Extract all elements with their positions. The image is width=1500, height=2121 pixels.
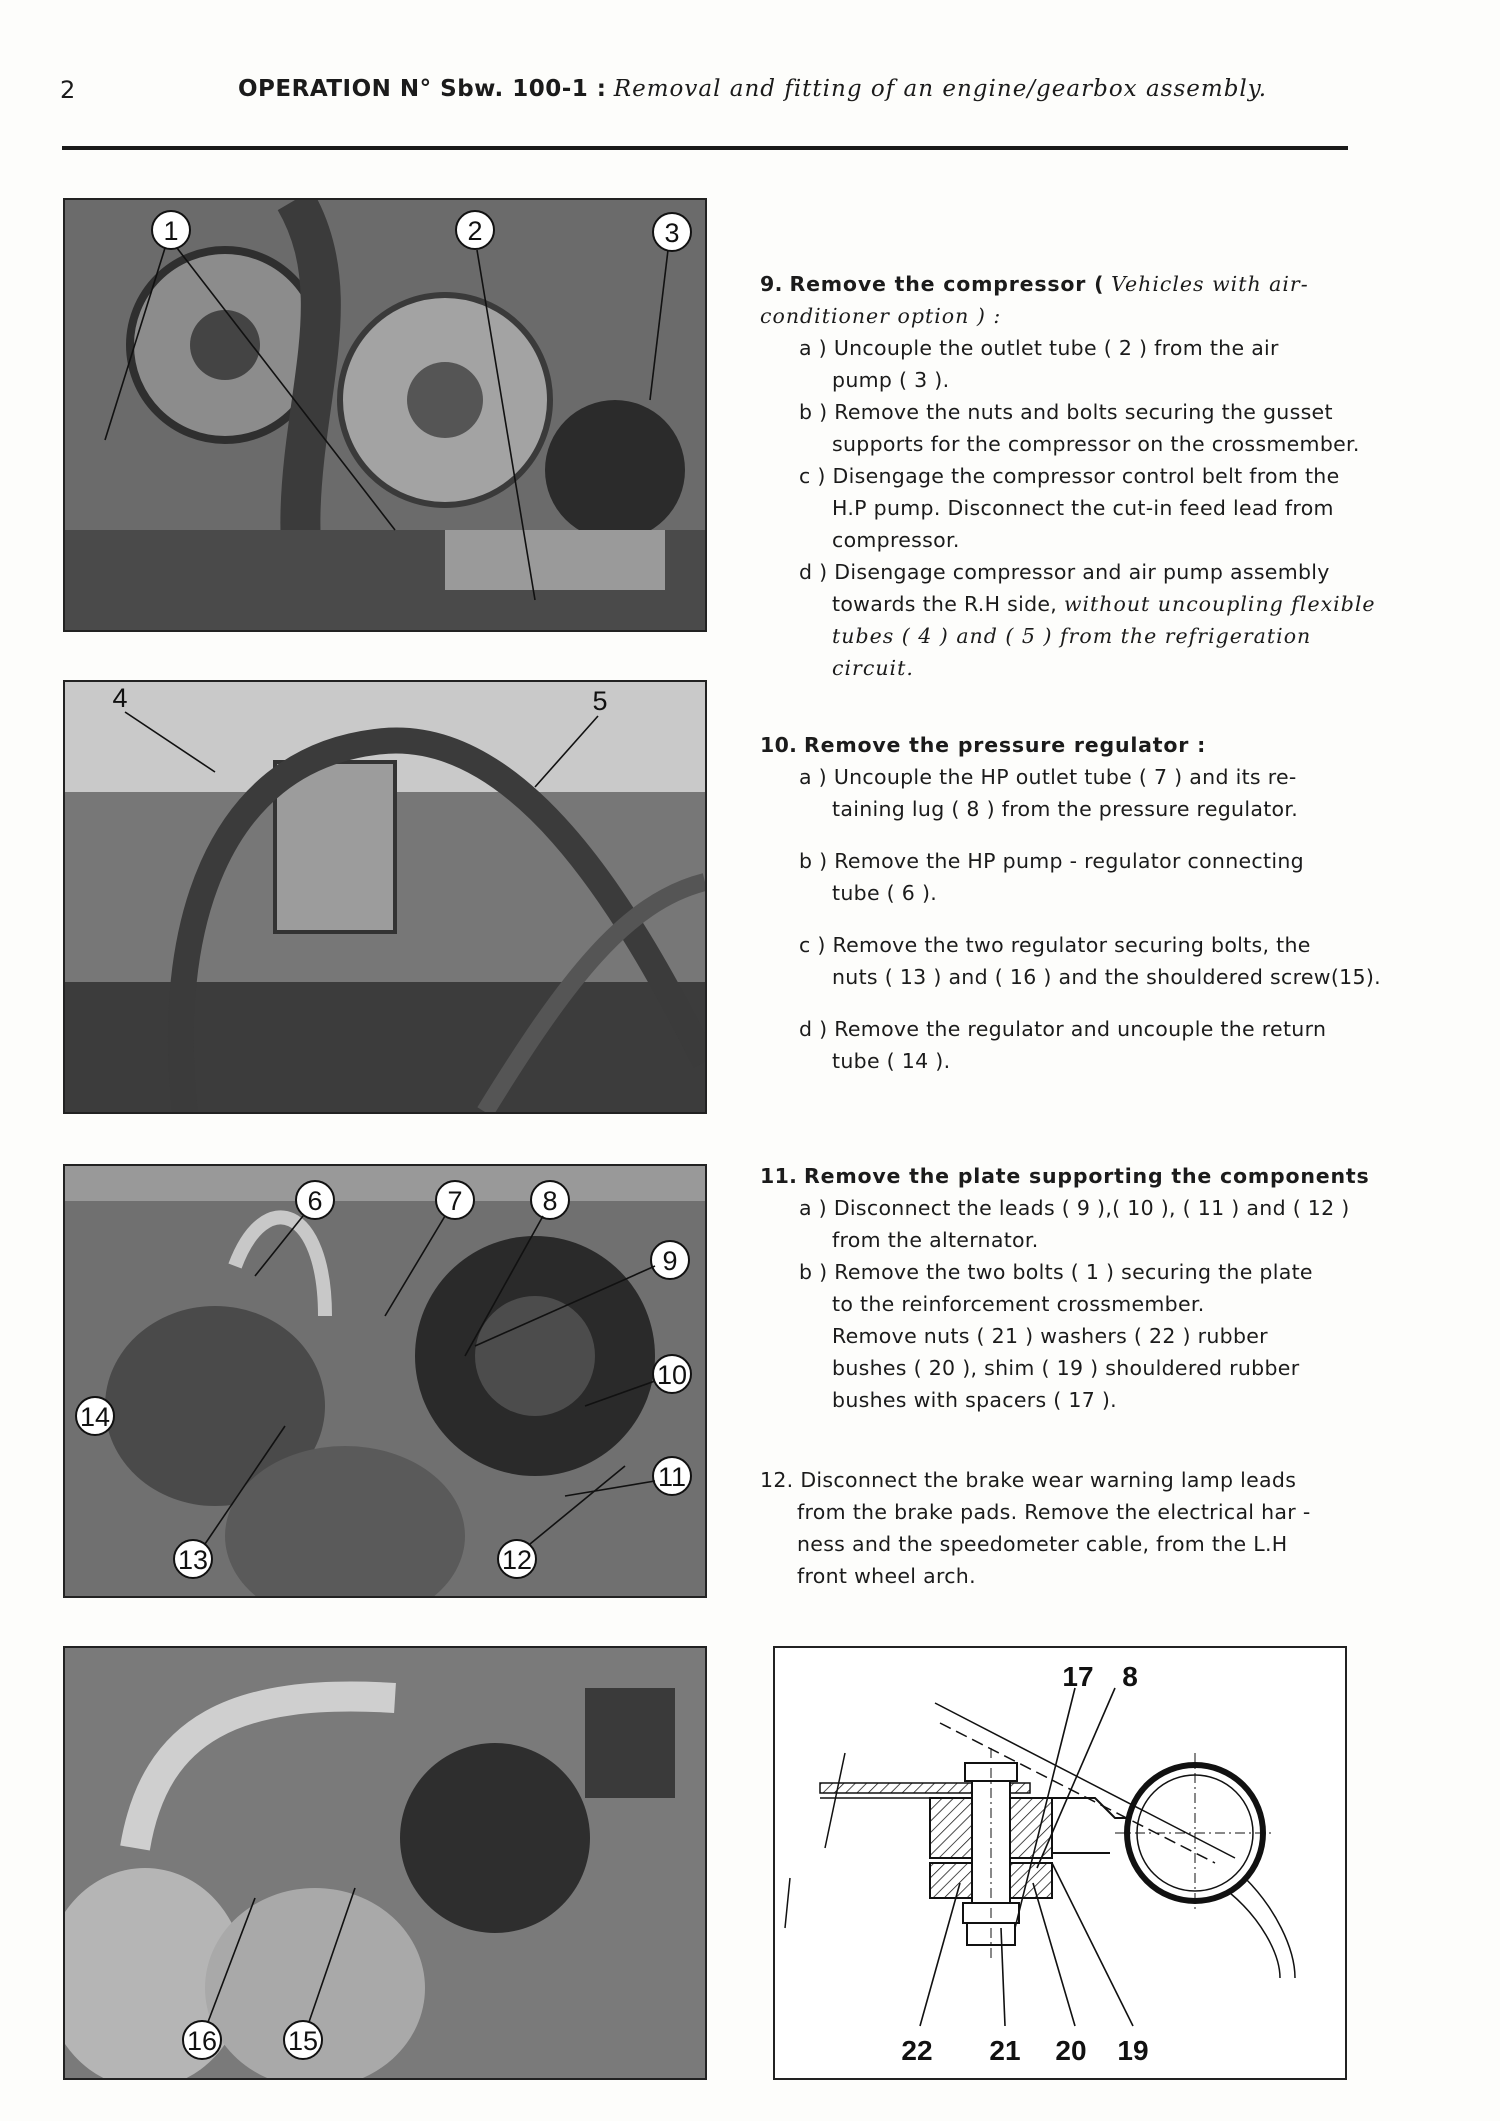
step-item: a ) Disconnect the leads ( 9 ),( 10 ), ( 11 ) and ( 12 ) bbox=[799, 1196, 1350, 1220]
step-item: d ) Remove the regulator and uncouple the return bbox=[799, 1017, 1327, 1041]
diagram-label: 17 bbox=[1062, 1661, 1094, 1692]
operation-title bbox=[238, 76, 1267, 102]
page-number: 2 bbox=[60, 76, 76, 104]
callout-label: 4 bbox=[112, 683, 128, 713]
step-item-cont: tubes ( 4 ) and ( 5 ) from the refrigeration circuit. bbox=[832, 624, 1312, 680]
step-item-cont: pump ( 3 ). bbox=[832, 368, 950, 392]
step-item: b ) Remove the HP pump - regulator connecting bbox=[799, 849, 1304, 873]
step-item-cont: bushes ( 20 ), shim ( 19 ) shouldered rubber bbox=[832, 1356, 1300, 1380]
photo-compressor bbox=[63, 198, 707, 632]
bolt-assembly-diagram bbox=[773, 1646, 1347, 2080]
callout-label: 6 bbox=[307, 1186, 323, 1216]
callout-label: 16 bbox=[186, 2026, 218, 2056]
step-item-cont: supports for the compressor on the crossmember. bbox=[832, 432, 1360, 456]
step-line: from the brake pads. Remove the electrical har - bbox=[797, 1500, 1311, 1524]
step-number: 9. bbox=[760, 272, 783, 296]
step-title-italic: Vehicles with air-conditioner option ) : bbox=[760, 272, 1309, 328]
step-line: Disconnect the brake wear warning lamp leads bbox=[800, 1468, 1297, 1492]
diagram-label: 20 bbox=[1055, 2035, 1087, 2066]
callout-label: 13 bbox=[177, 1545, 209, 1575]
callout-label: 14 bbox=[79, 1402, 111, 1432]
step-item: b ) Remove the two bolts ( 1 ) securing the plate bbox=[799, 1260, 1313, 1284]
step-item: d ) Disengage compressor and air pump assembly bbox=[799, 560, 1330, 584]
step-number: 12. bbox=[760, 1468, 794, 1492]
callout-label: 3 bbox=[664, 218, 680, 248]
step-item-cont: towards the R.H side, without uncoupling flexible bbox=[832, 592, 1376, 616]
step-9 bbox=[760, 268, 1400, 684]
step-item-cont: taining lug ( 8 ) from the pressure regulator. bbox=[832, 797, 1299, 821]
step-12 bbox=[760, 1464, 1400, 1592]
step-number: 11. bbox=[760, 1164, 798, 1188]
page-header bbox=[60, 76, 1360, 116]
header-rule bbox=[62, 146, 1348, 150]
diagram-label: 19 bbox=[1117, 2035, 1149, 2066]
step-item-cont: tube ( 14 ). bbox=[832, 1049, 951, 1073]
callout-label: 2 bbox=[467, 216, 483, 246]
photo-components-plate bbox=[63, 1164, 707, 1598]
step-10 bbox=[760, 729, 1400, 1077]
photo-regulator-bolts bbox=[63, 1646, 707, 2080]
diagram-label: 21 bbox=[989, 2035, 1021, 2066]
step-item-cont: Remove nuts ( 21 ) washers ( 22 ) rubber bbox=[832, 1324, 1268, 1348]
operation-label: OPERATION N° Sbw. 100-1 : bbox=[238, 76, 607, 102]
step-item: c ) Remove the two regulator securing bolts, the bbox=[799, 933, 1311, 957]
step-item-cont: from the alternator. bbox=[832, 1228, 1039, 1252]
callout-label: 8 bbox=[542, 1186, 558, 1216]
step-item: a ) Uncouple the outlet tube ( 2 ) from the air bbox=[799, 336, 1279, 360]
step-item-cont: nuts ( 13 ) and ( 16 ) and the shouldered screw(15). bbox=[832, 965, 1381, 989]
callout-label: 12 bbox=[501, 1545, 533, 1575]
callout-label: 5 bbox=[592, 686, 608, 716]
callout-label: 10 bbox=[656, 1360, 688, 1390]
step-item: c ) Disengage the compressor control belt from the bbox=[799, 464, 1340, 488]
operation-subtitle: Removal and fitting of an engine/gearbox assembly. bbox=[613, 76, 1268, 102]
callout-label: 15 bbox=[287, 2026, 319, 2056]
step-number: 10. bbox=[760, 733, 798, 757]
step-item-cont: tube ( 6 ). bbox=[832, 881, 938, 905]
step-item-cont: bushes with spacers ( 17 ). bbox=[832, 1388, 1117, 1412]
step-title: Remove the plate supporting the components bbox=[804, 1164, 1370, 1188]
step-11 bbox=[760, 1160, 1400, 1416]
step-item-cont: H.P pump. Disconnect the cut-in feed lead from bbox=[832, 496, 1334, 520]
step-item-cont: to the reinforcement crossmember. bbox=[832, 1292, 1205, 1316]
step-title: Remove the pressure regulator : bbox=[804, 733, 1207, 757]
step-line: front wheel arch. bbox=[797, 1564, 976, 1588]
diagram-label: 8 bbox=[1122, 1661, 1138, 1692]
step-item: a ) Uncouple the HP outlet tube ( 7 ) and its re- bbox=[799, 765, 1297, 789]
step-line: ness and the speedometer cable, from the L.H bbox=[797, 1532, 1288, 1556]
callout-label: 9 bbox=[662, 1246, 678, 1276]
step-item-cont: compressor. bbox=[832, 528, 960, 552]
callout-label: 11 bbox=[657, 1462, 687, 1492]
callout-label: 7 bbox=[447, 1186, 463, 1216]
step-title: Remove the compressor ( bbox=[789, 272, 1105, 296]
step-item: b ) Remove the nuts and bolts securing the gusset bbox=[799, 400, 1333, 424]
callout-label: 1 bbox=[163, 216, 179, 246]
photo-pressure-regulator bbox=[63, 680, 707, 1114]
diagram-label: 22 bbox=[901, 2035, 933, 2066]
